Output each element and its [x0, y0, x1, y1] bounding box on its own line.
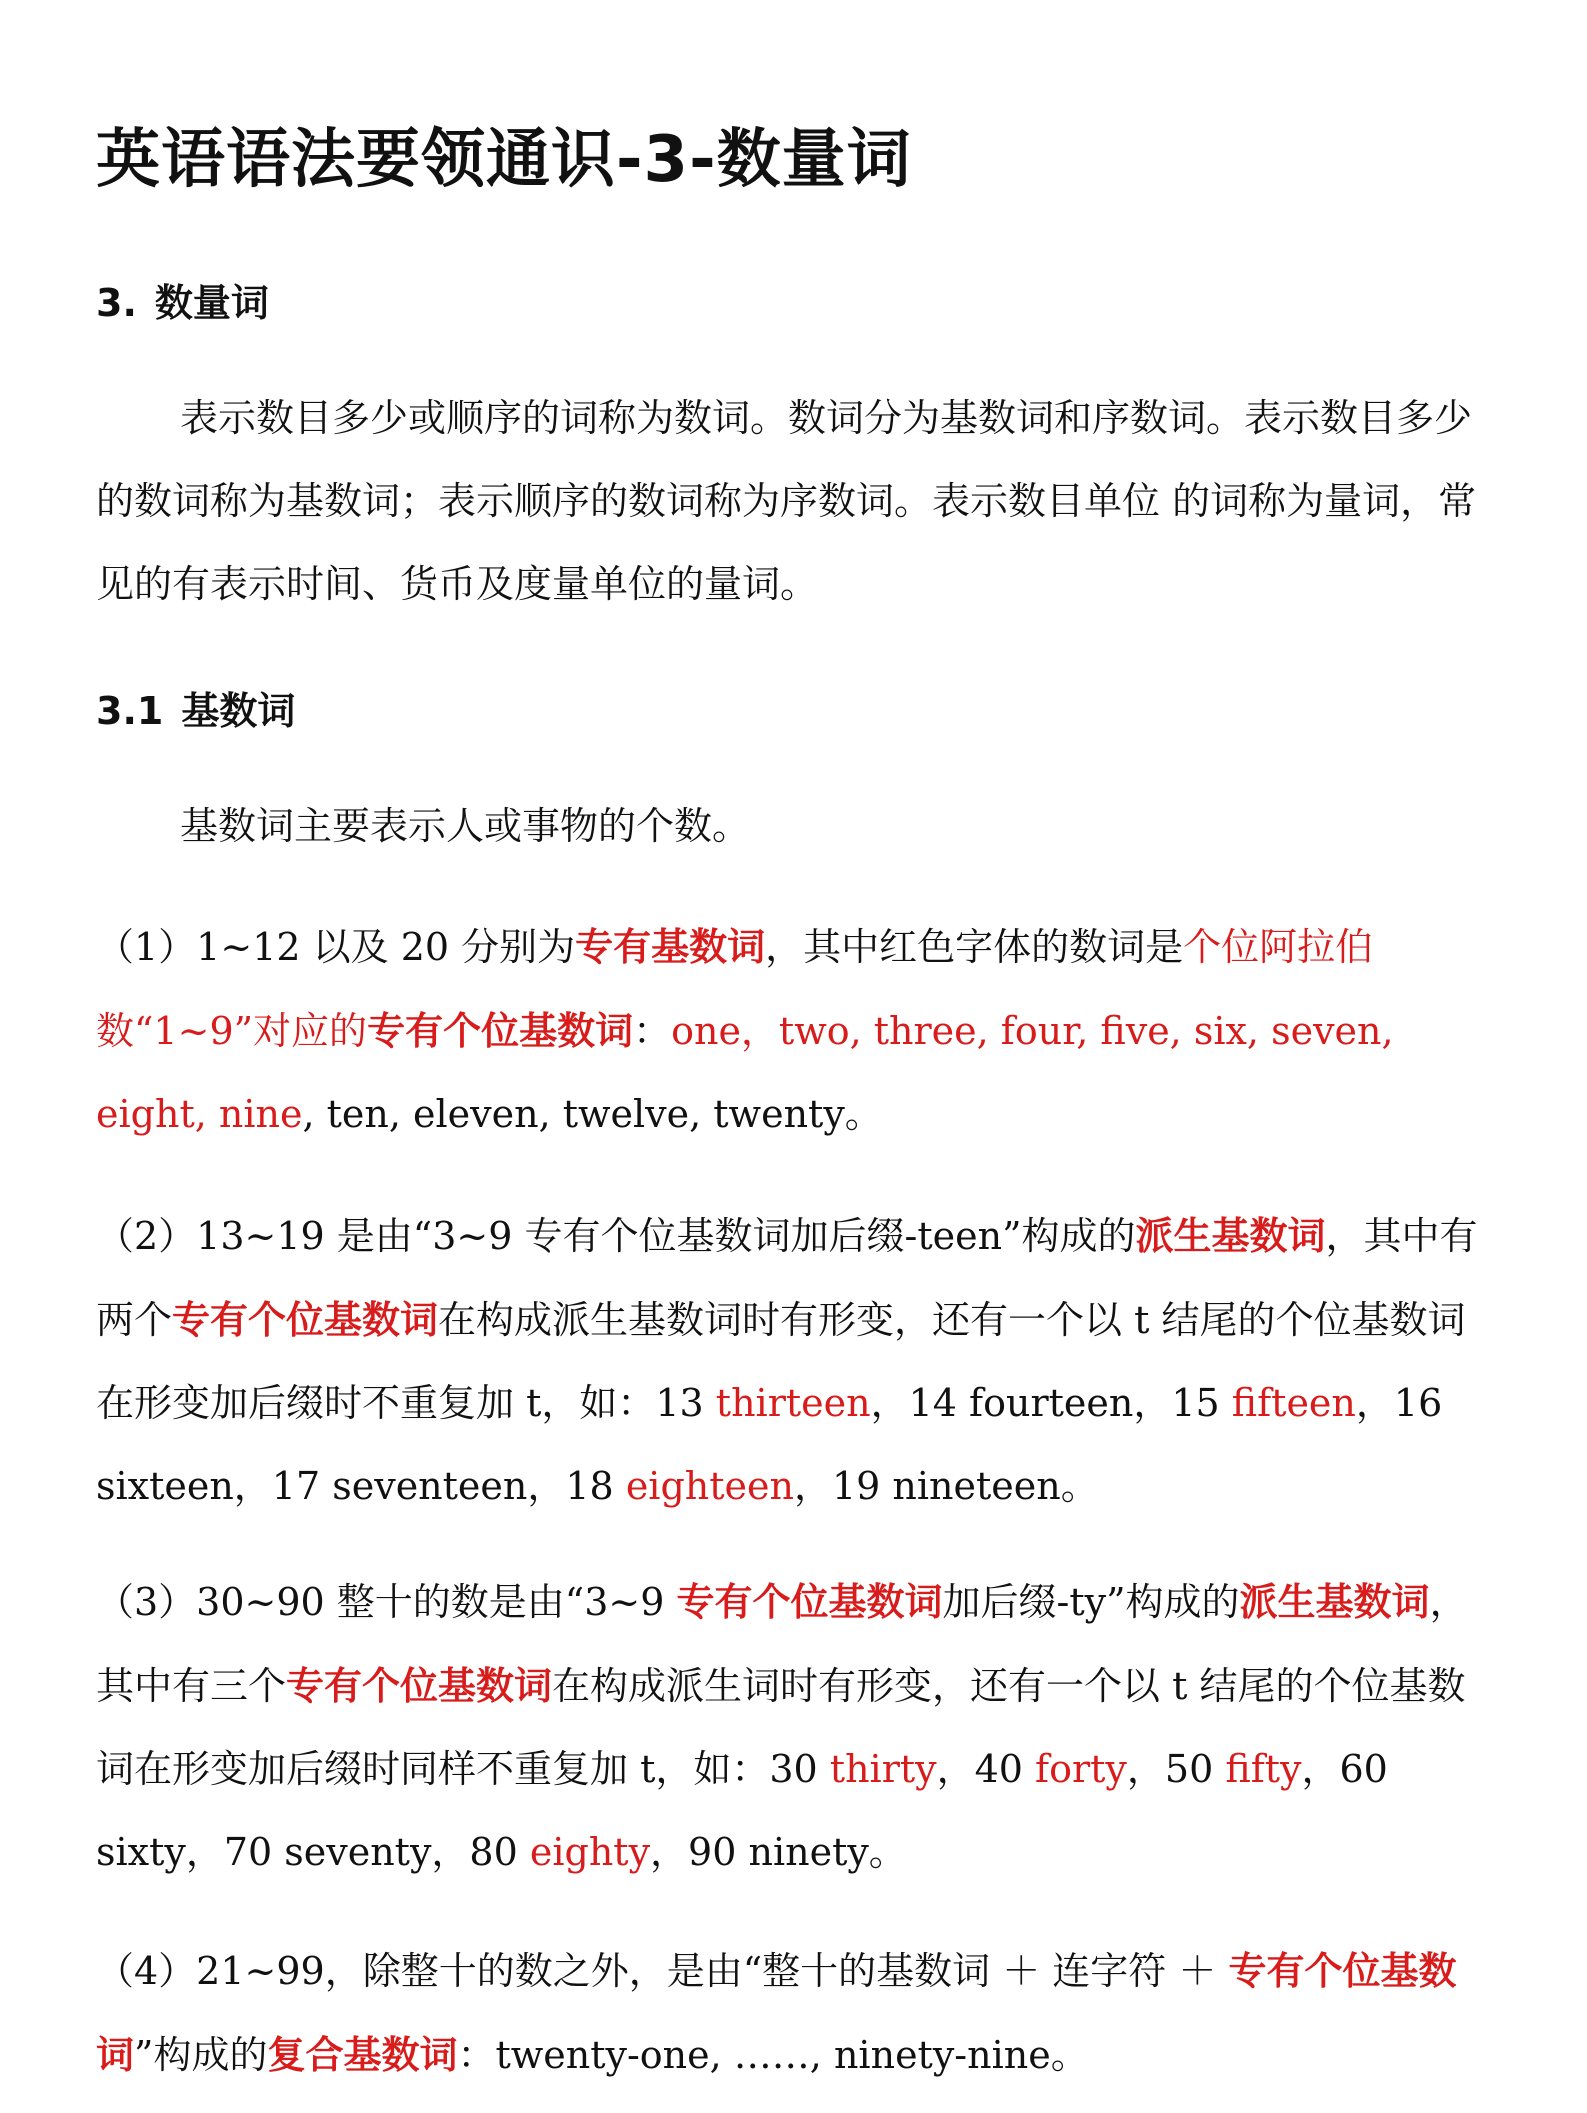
- highlight-word: fifteen: [1231, 1381, 1356, 1425]
- highlight-term: 专有个位基数词: [676, 1579, 943, 1624]
- highlight-term: 派生基数词: [1239, 1579, 1430, 1624]
- text: ，其中红色字体的数词是: [765, 925, 1184, 969]
- highlight-word: thirty: [829, 1747, 937, 1791]
- section-number: 3.: [96, 281, 137, 325]
- text: （2）13~19 是由“3~9 专有个位基数词加后缀-teen”构成的: [96, 1214, 1136, 1258]
- text: （1）1~12 以及 20 分别为: [96, 925, 576, 969]
- text: ，60 sixty，70 seventy，80: [96, 1747, 1388, 1874]
- section-number: 3.1: [96, 689, 164, 733]
- intro-paragraph: 表示数目多少或顺序的词称为数词。数词分为基数词和序数词。表示数目多少的数词称为基数词；表示顺序的数词称为序数词。表示数目单位 的词称为量词，常见的有表示时间、货币及度量单位的量词。: [96, 396, 1477, 606]
- paragraph-3: [96, 1560, 1496, 1894]
- highlight-term: 派生基数词: [1135, 1213, 1326, 1258]
- section-heading-3: [96, 272, 269, 327]
- highlight-text: 个位阿拉伯数“1~9”对应的: [96, 925, 1374, 1053]
- cardinal-intro-paragraph: 基数词主要表示人或事物的个数。: [180, 804, 751, 848]
- text: ，19 nineteen。: [793, 1464, 1099, 1508]
- highlight-term: 专有个位基数词: [286, 1663, 553, 1708]
- text: ，16 sixteen，17 seventeen，18: [96, 1381, 1443, 1508]
- highlight-words: one，two, three, four, five, six, seven, eight, nine: [96, 1009, 1394, 1136]
- highlight-word: thirteen: [715, 1381, 871, 1425]
- highlight-word: forty: [1035, 1747, 1127, 1791]
- section-heading-3-1: [96, 680, 295, 735]
- text: 加后缀-ty”构成的: [942, 1580, 1240, 1624]
- text: 在构成派生基数词时有形变，还有一个以 t 结尾的个位基数词在形变加后缀时不重复加 t，如：13: [96, 1298, 1466, 1425]
- text: ，40: [936, 1747, 1036, 1791]
- text: ，50: [1126, 1747, 1226, 1791]
- text: ”构成的: [134, 2033, 268, 2077]
- paragraph-1: [96, 905, 1496, 1156]
- text: ，14 fourteen，15: [870, 1381, 1232, 1425]
- text: （4）21~99，除整十的数之外，是由“整十的基数词 ＋ 连字符 ＋: [96, 1949, 1229, 1993]
- highlight-word: fifty: [1225, 1747, 1302, 1791]
- section-label: 基数词: [181, 689, 296, 733]
- highlight-term: 专有基数词: [575, 924, 766, 969]
- text: ，其中有两个: [96, 1214, 1478, 1342]
- text: ，90 ninety。: [650, 1830, 907, 1874]
- paragraph-2: [96, 1194, 1496, 1528]
- text: , ten, eleven, twelve, twenty。: [302, 1092, 883, 1136]
- page-title: 英语语法要领通识-3-数量词: [96, 123, 912, 197]
- highlight-word: eighty: [529, 1830, 651, 1874]
- highlight-term: 复合基数词: [267, 2032, 458, 2077]
- section-label: 数量词: [154, 281, 269, 325]
- highlight-term: 专有个位基数词: [172, 1297, 439, 1342]
- text: （3）30~90 整十的数是由“3~9: [96, 1580, 677, 1624]
- text: ：twenty-one, ……, ninety-nine。: [457, 2033, 1089, 2077]
- text: ，其中有三个: [96, 1580, 1468, 1708]
- highlight-word: eighteen: [625, 1464, 794, 1508]
- text: ：: [633, 1009, 672, 1053]
- highlight-term: 专有个位基数词: [96, 1948, 1457, 2077]
- text: 在构成派生词时有形变，还有一个以 t 结尾的个位基数词在形变加后缀时同样不重复加 t，如：30: [96, 1664, 1466, 1791]
- paragraph-4: [96, 1929, 1496, 2097]
- highlight-term: 专有个位基数词: [367, 1008, 634, 1053]
